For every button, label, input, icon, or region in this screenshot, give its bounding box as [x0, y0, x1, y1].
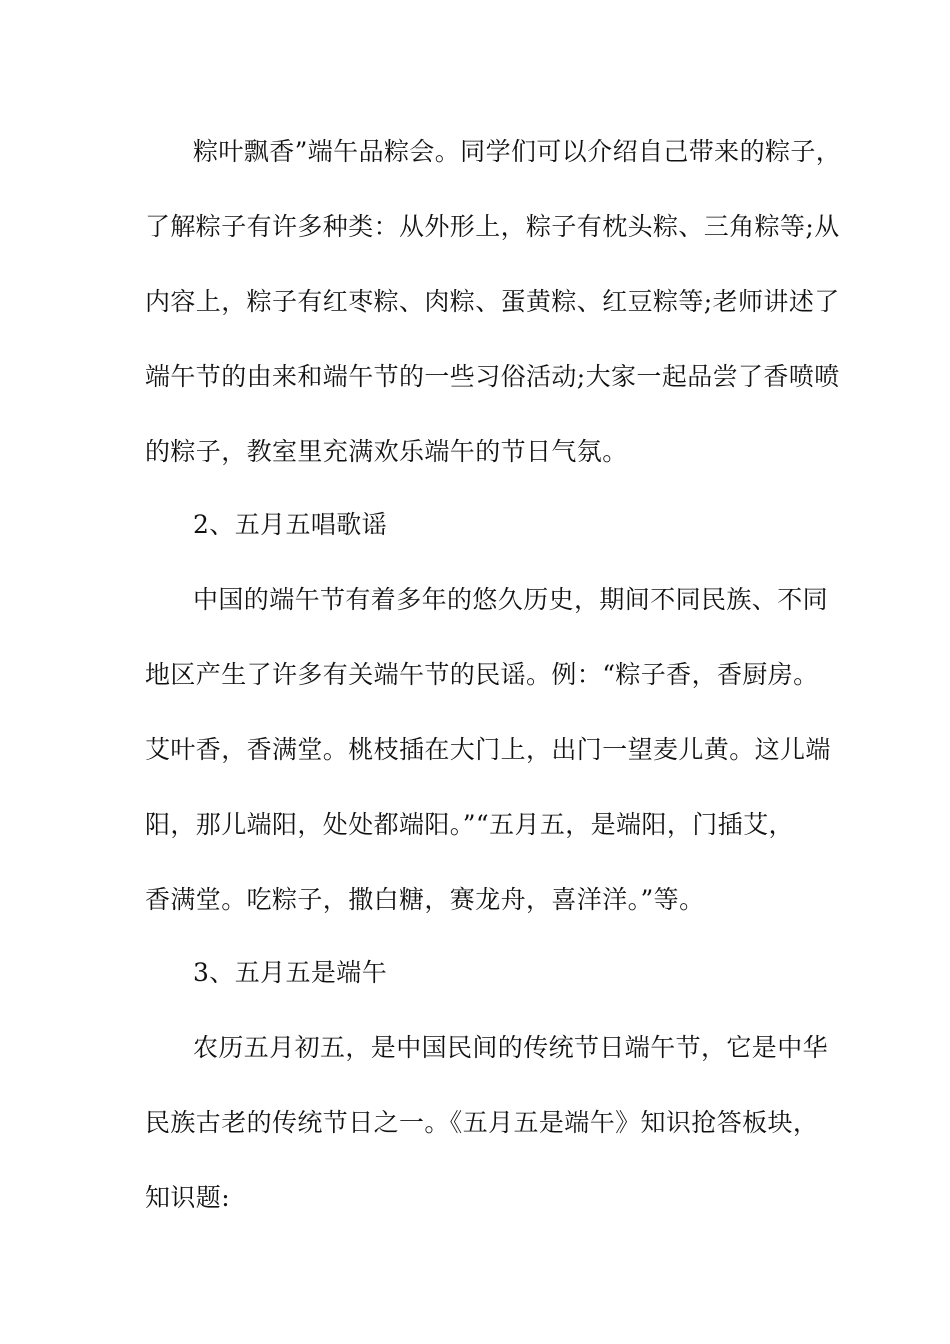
paragraph-line: 香满堂。吃粽子，撒白糖，赛龙舟，喜洋洋。”等。: [145, 885, 705, 914]
paragraph-line: 农历五月初五，是中国民间的传统节日端午节，它是中华: [193, 1033, 829, 1062]
section-heading: 2、五月五唱歌谣: [193, 510, 388, 539]
paragraph-line: 地区产生了许多有关端午节的民谣。例：“粽子香，香厨房。: [145, 660, 819, 689]
paragraph-line: 粽叶飘香”端午品粽会。同学们可以介绍自己带来的粽子，: [193, 137, 842, 166]
paragraph-line: 中国的端午节有着多年的悠久历史，期间不同民族、不同: [193, 585, 829, 614]
section-heading: 3、五月五是端午: [193, 958, 388, 987]
paragraph-line: 内容上，粽子有红枣粽、肉粽、蛋黄粽、红豆粽等;老师讲述了: [145, 287, 840, 316]
paragraph-line: 阳，那儿端阳，处处都端阳。”“五月五，是端阳，门插艾，: [145, 810, 794, 839]
paragraph-line: 艾叶香，香满堂。桃枝插在大门上，出门一望麦儿黄。这儿端: [145, 735, 831, 764]
paragraph-line: 端午节的由来和端午节的一些习俗活动;大家一起品尝了香喷喷: [145, 362, 840, 391]
paragraph-line: 民族古老的传统节日之一。《五月五是端午》知识抢答板块，: [145, 1108, 819, 1137]
paragraph-line: 知识题:: [145, 1183, 231, 1212]
paragraph-line: 的粽子，教室里充满欢乐端午的节日气氛。: [145, 437, 628, 466]
paragraph-line: 了解粽子有许多种类：从外形上，粽子有枕头粽、三角粽等;从: [145, 212, 840, 241]
